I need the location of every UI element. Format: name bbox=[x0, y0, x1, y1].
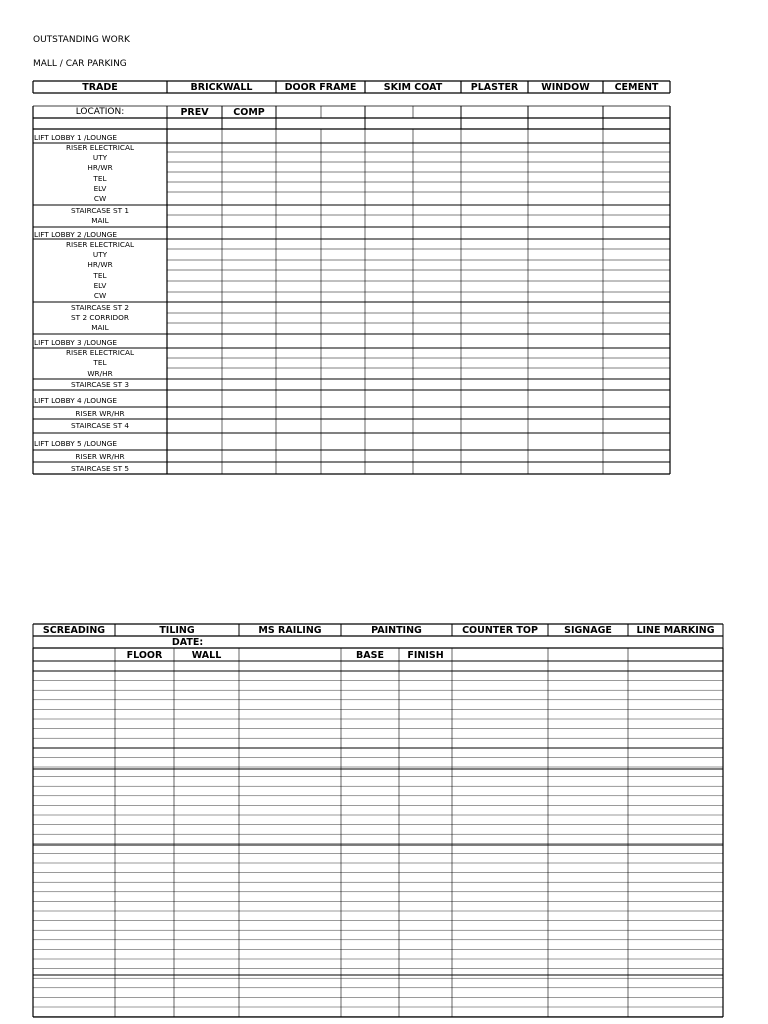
header-window: WINDOW bbox=[541, 82, 590, 93]
location-label-item: TEL bbox=[93, 358, 107, 367]
header-trade: TRADE bbox=[82, 82, 118, 93]
location-label-item: LIFT LOBBY 2 /LOUNGE bbox=[34, 230, 118, 239]
location-label-item: RISER ELECTRICAL bbox=[65, 143, 135, 152]
header-screading: SCREADING bbox=[42, 625, 106, 636]
location-label-item: ELV bbox=[93, 281, 107, 290]
location-label-item: UTY bbox=[92, 153, 108, 162]
location-label-item: LIFT LOBBY 1 /LOUNGE bbox=[34, 133, 118, 142]
floor-label: FLOOR bbox=[126, 650, 163, 661]
location-label-item: STAIRCASE ST 3 bbox=[70, 380, 130, 389]
header-cement: CEMENT bbox=[614, 82, 659, 93]
location-label-item: LIFT LOBBY 3 /LOUNGE bbox=[34, 338, 118, 347]
location-label-item: WR/HR bbox=[87, 369, 113, 378]
header-signage: SIGNAGE bbox=[564, 625, 612, 636]
location-label-item: STAIRCASE ST 5 bbox=[70, 464, 130, 473]
location-label: LOCATION: bbox=[75, 107, 125, 117]
header-line-marking: LINE MARKING bbox=[636, 625, 715, 636]
header-brickwall: BRICKWALL bbox=[190, 82, 253, 93]
location-label-item: MAIL bbox=[91, 216, 109, 225]
location-label-item: ST 2 CORRIDOR bbox=[71, 313, 129, 322]
location-label-item: TEL bbox=[93, 174, 107, 183]
location-label-item: RISER ELECTRICAL bbox=[65, 240, 135, 249]
comp-label: COMP bbox=[233, 107, 265, 118]
location-label-item: LIFT LOBBY 4 /LOUNGE bbox=[34, 396, 118, 405]
header-tiling: TILING bbox=[159, 625, 195, 636]
prev-label: PREV bbox=[180, 107, 209, 118]
location-label-item: HR/WR bbox=[87, 163, 113, 172]
header-painting: PAINTING bbox=[371, 625, 422, 636]
location-label-item: RISER ELECTRICAL bbox=[65, 348, 135, 357]
header-skim-coat: SKIM COAT bbox=[383, 82, 443, 93]
location-label-item: STAIRCASE ST 4 bbox=[70, 421, 130, 430]
location-label-item: STAIRCASE ST 2 bbox=[70, 303, 130, 312]
header-counter-top: COUNTER TOP bbox=[462, 625, 538, 636]
doc-subtitle: MALL / CAR PARKING bbox=[33, 59, 127, 69]
location-label-item: STAIRCASE ST 1 bbox=[70, 206, 130, 215]
date-label: DATE: bbox=[171, 637, 204, 648]
location-label-item: UTY bbox=[92, 250, 108, 259]
location-label-item: ELV bbox=[93, 184, 107, 193]
finish-label: FINISH bbox=[407, 650, 444, 661]
base-label: BASE bbox=[356, 650, 384, 661]
doc-title: OUTSTANDING WORK bbox=[33, 35, 130, 45]
location-label-item: RISER WR/HR bbox=[75, 452, 125, 461]
location-label-item: CW bbox=[93, 291, 107, 300]
location-label-item: RISER WR/HR bbox=[75, 409, 125, 418]
header-door-frame: DOOR FRAME bbox=[284, 82, 357, 93]
location-label-item: TEL bbox=[93, 271, 107, 280]
header-ms-railing: MS RAILING bbox=[258, 625, 322, 636]
header-plaster: PLASTER bbox=[470, 82, 519, 93]
location-label-item: CW bbox=[93, 194, 107, 203]
location-label-item: MAIL bbox=[91, 323, 109, 332]
wall-label: WALL bbox=[191, 650, 222, 661]
location-label-item: LIFT LOBBY 5 /LOUNGE bbox=[34, 439, 118, 448]
location-label-item: HR/WR bbox=[87, 260, 113, 269]
